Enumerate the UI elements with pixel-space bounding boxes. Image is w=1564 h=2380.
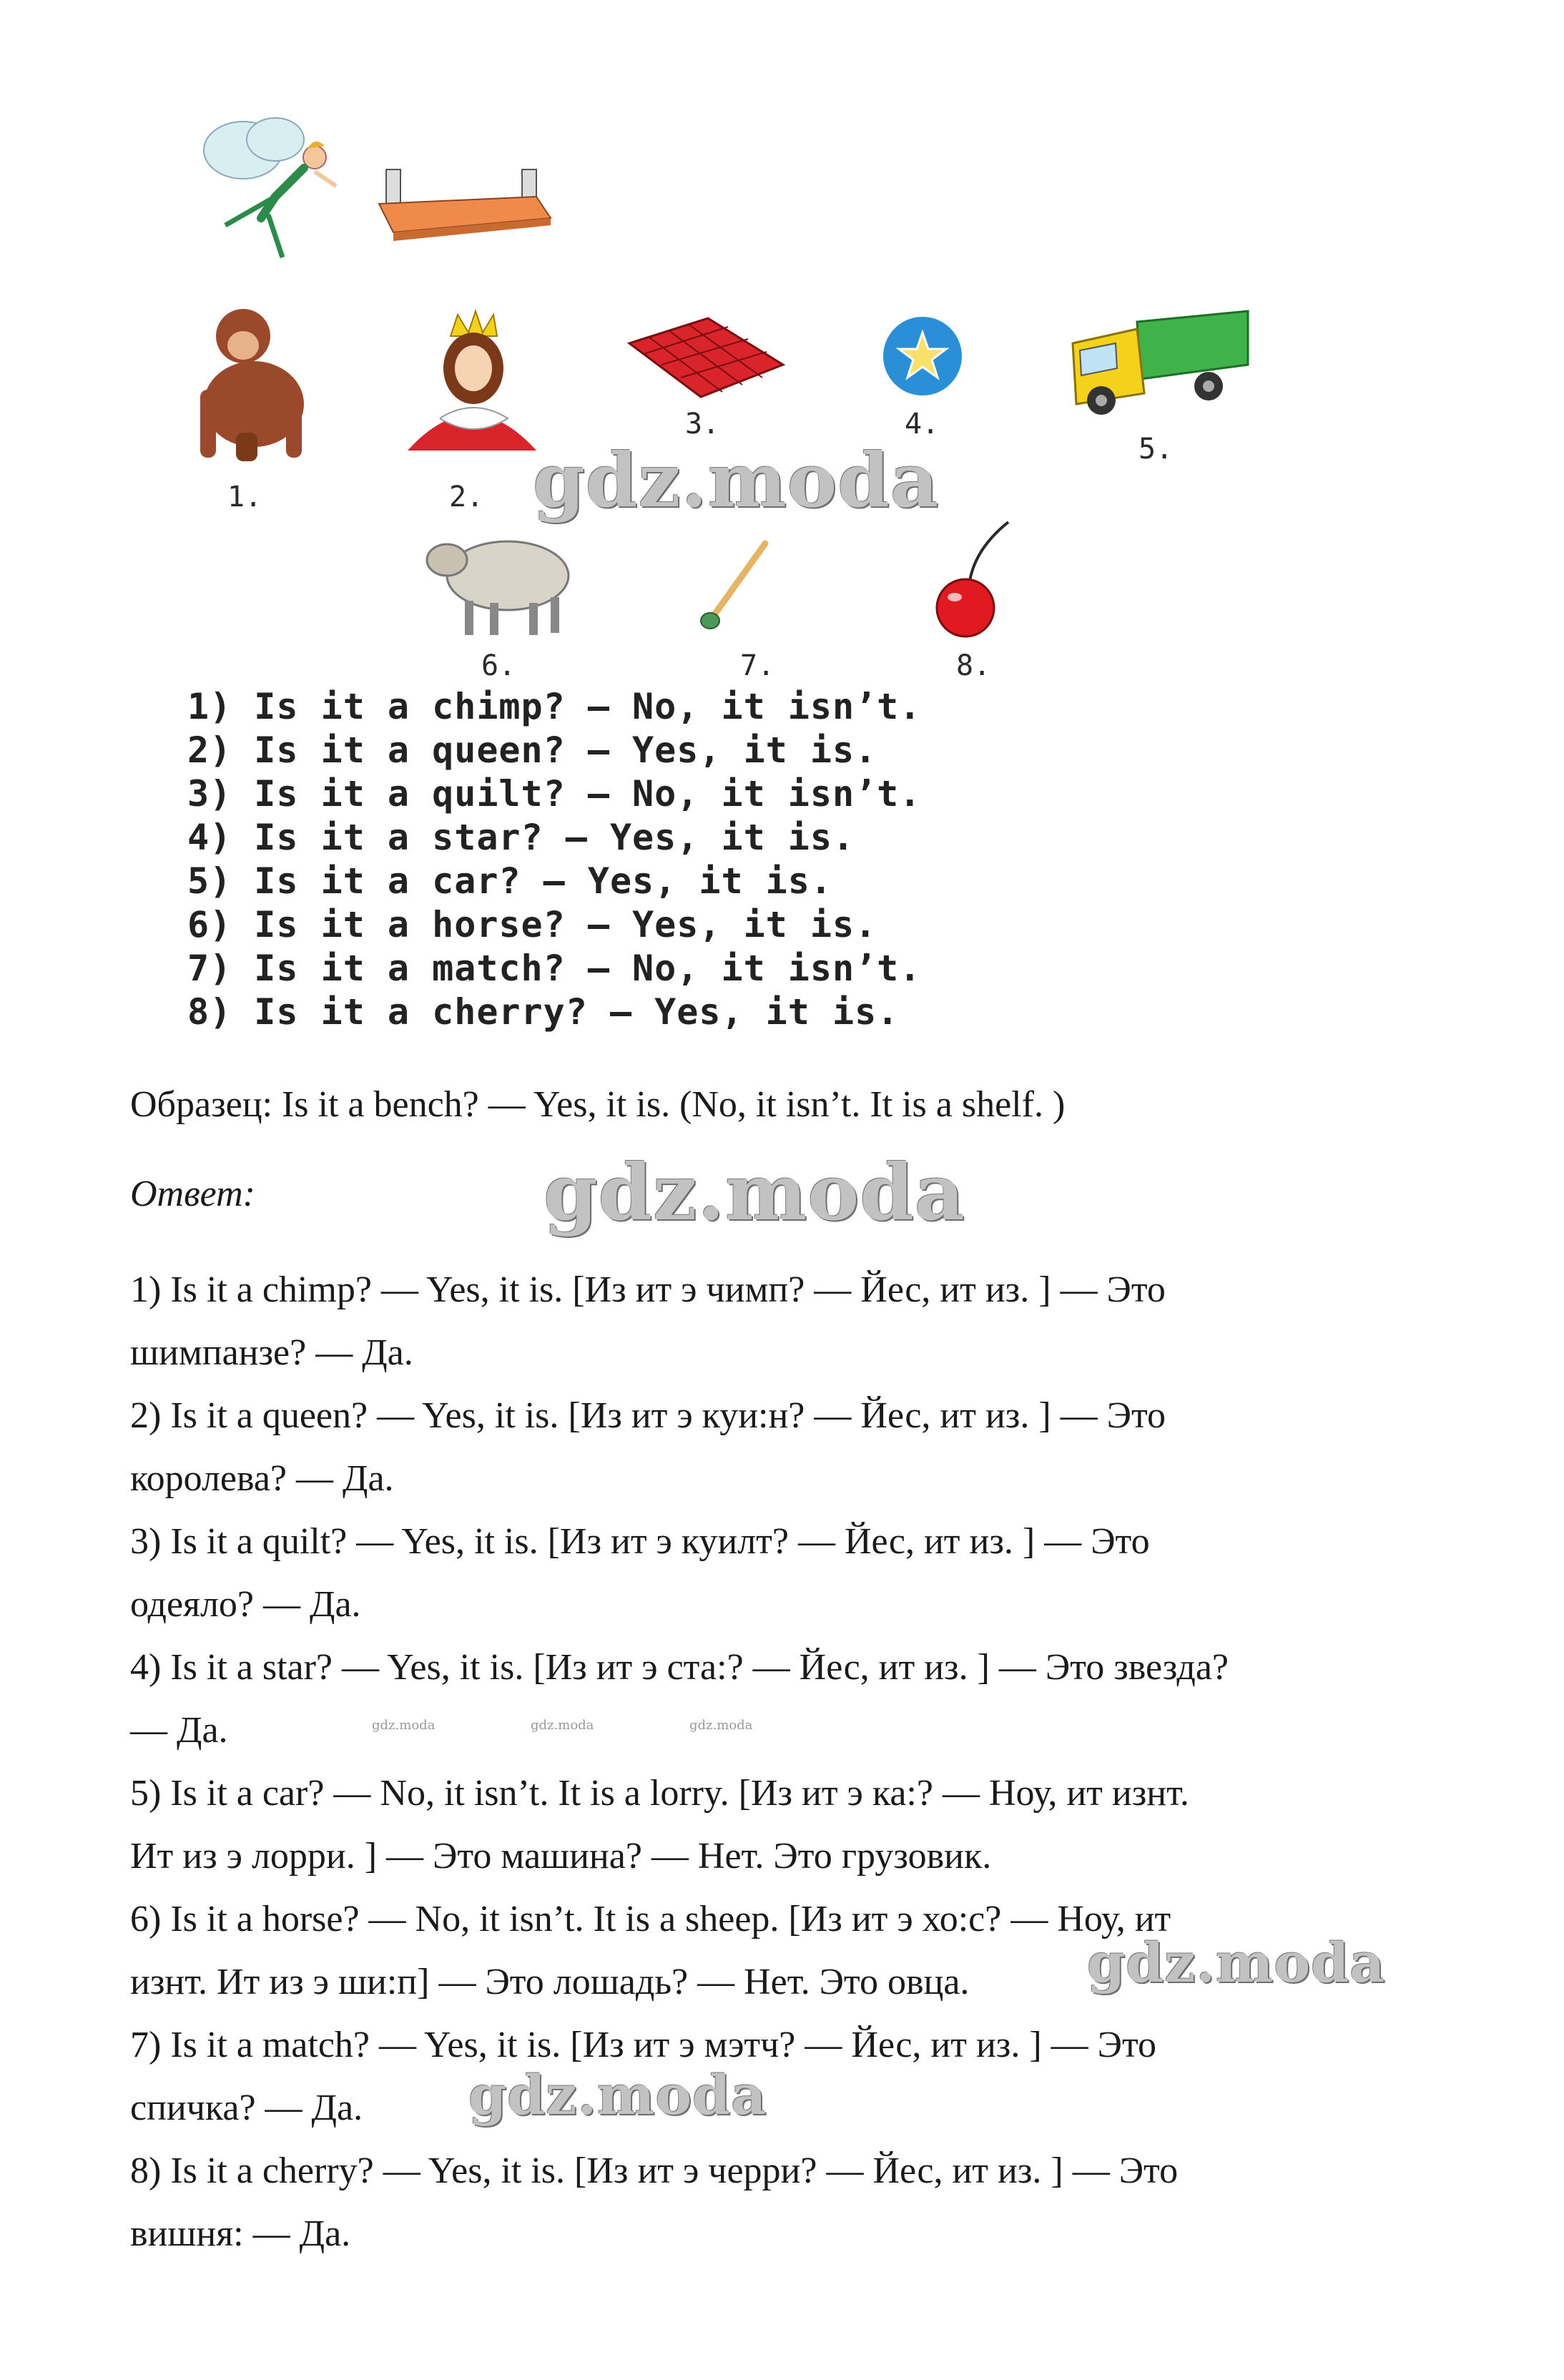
answer-line: одеяло? — Да. xyxy=(130,1584,361,1625)
figure-number-8: 8. xyxy=(956,649,991,682)
figure-number-5: 5. xyxy=(1138,433,1174,466)
answer-line: 3) Is it a quilt? — Yes, it is. [Из ит э куилт? — Йес, ит из. ] — Это xyxy=(130,1521,1150,1562)
answer-line: 8) Is it a cherry? — Yes, it is. [Из ит э черри? — Йес, ит из. ] — Это xyxy=(130,2150,1179,2191)
exercise-line: 7) Is it a match? — No, it isn’t. xyxy=(187,948,922,989)
watermark-small: gdz.moda xyxy=(372,1718,436,1733)
answer-label: Ответ: xyxy=(130,1174,255,1214)
sheep-picture xyxy=(415,526,579,640)
answer-line: королева? — Да. xyxy=(130,1458,394,1499)
watermark: gdz.moda xyxy=(533,436,940,524)
exercise-line: 2) Is it a queen? — Yes, it is. xyxy=(187,729,877,771)
star-picture xyxy=(876,315,969,400)
shelf-picture xyxy=(372,168,558,261)
answer-line: 2) Is it a queen? — Yes, it is. [Из ит э куи:н? — Йес, ит из. ] — Это xyxy=(130,1395,1166,1436)
answer-line: — Да. xyxy=(130,1710,228,1751)
answer-line: 4) Is it a star? — Yes, it is. [Из ит э ста:? — Йес, ит из. ] — Это звезда? xyxy=(130,1647,1229,1688)
watermark-small: gdz.moda xyxy=(531,1718,594,1733)
answer-line: 6) Is it a horse? — No, it isn’t. It is a sheep. [Из ит э хо:с? — Ноу, ит xyxy=(130,1899,1171,1939)
figure-number-4: 4. xyxy=(905,408,940,441)
exercise-line: 8) Is it a cherry? — Yes, it is. xyxy=(187,991,900,1033)
watermark: gdz.moda xyxy=(544,1148,965,1238)
exercise-list xyxy=(187,685,1117,1034)
figure-number-6: 6. xyxy=(481,649,516,682)
answer-line: шимпанзе? — Да. xyxy=(130,1332,413,1373)
match-picture xyxy=(697,536,776,633)
answer-line: спичка? — Да. xyxy=(130,2088,363,2128)
exercise-line: 6) Is it a horse? — Yes, it is. xyxy=(187,904,877,945)
fairy-picture xyxy=(182,107,347,279)
truck-picture xyxy=(1066,308,1251,422)
exercise-line: 5) Is it a car? — Yes, it is. xyxy=(187,860,832,902)
answer-list xyxy=(130,1259,1432,2266)
watermark: gdz.moda xyxy=(1087,1931,1386,1995)
figure-number-7: 7. xyxy=(740,649,775,682)
figure-number-2: 2. xyxy=(449,481,484,513)
watermark: gdz.moda xyxy=(468,2063,767,2127)
answer-line: вишня: — Да. xyxy=(130,2213,351,2254)
figure-number-1: 1. xyxy=(227,481,262,513)
queen-picture xyxy=(400,308,544,458)
answer-line: 7) Is it a match? — Yes, it is. [Из ит э мэтч? — Йес, ит из. ] — Это xyxy=(130,2025,1157,2065)
exercise-line: 3) Is it a quilt? — No, it isn’t. xyxy=(187,773,922,815)
exercise-line: 1) Is it a chimp? — No, it isn’t. xyxy=(187,686,922,727)
chimp-picture xyxy=(186,304,315,468)
exercise-line: 4) Is it a star? — Yes, it is. xyxy=(187,817,855,858)
answer-line: 5) Is it a car? — No, it isn’t. It is a lorry. [Из ит э ка:? — Ноу, ит изнт. xyxy=(130,1773,1189,1814)
cherry-picture xyxy=(926,518,1019,640)
answer-line: 1) Is it a chimp? — Yes, it is. [Из ит э чимп? — Йес, ит из. ] — Это xyxy=(130,1269,1166,1310)
figure-number-3: 3. xyxy=(685,408,720,441)
watermark-small: gdz.moda xyxy=(689,1718,753,1733)
quilt-picture xyxy=(622,315,787,400)
answer-line: изнт. Ит из э ши:п] — Это лошадь? — Нет. Это овца. xyxy=(130,1962,970,2002)
sample-text: Образец: Is it a bench? — Yes, it is. (No, it isn’t. It is a shelf. ) xyxy=(130,1084,1066,1125)
answer-line: Ит из э лорри. ] — Это машина? — Нет. Это грузовик. xyxy=(130,1836,992,1877)
